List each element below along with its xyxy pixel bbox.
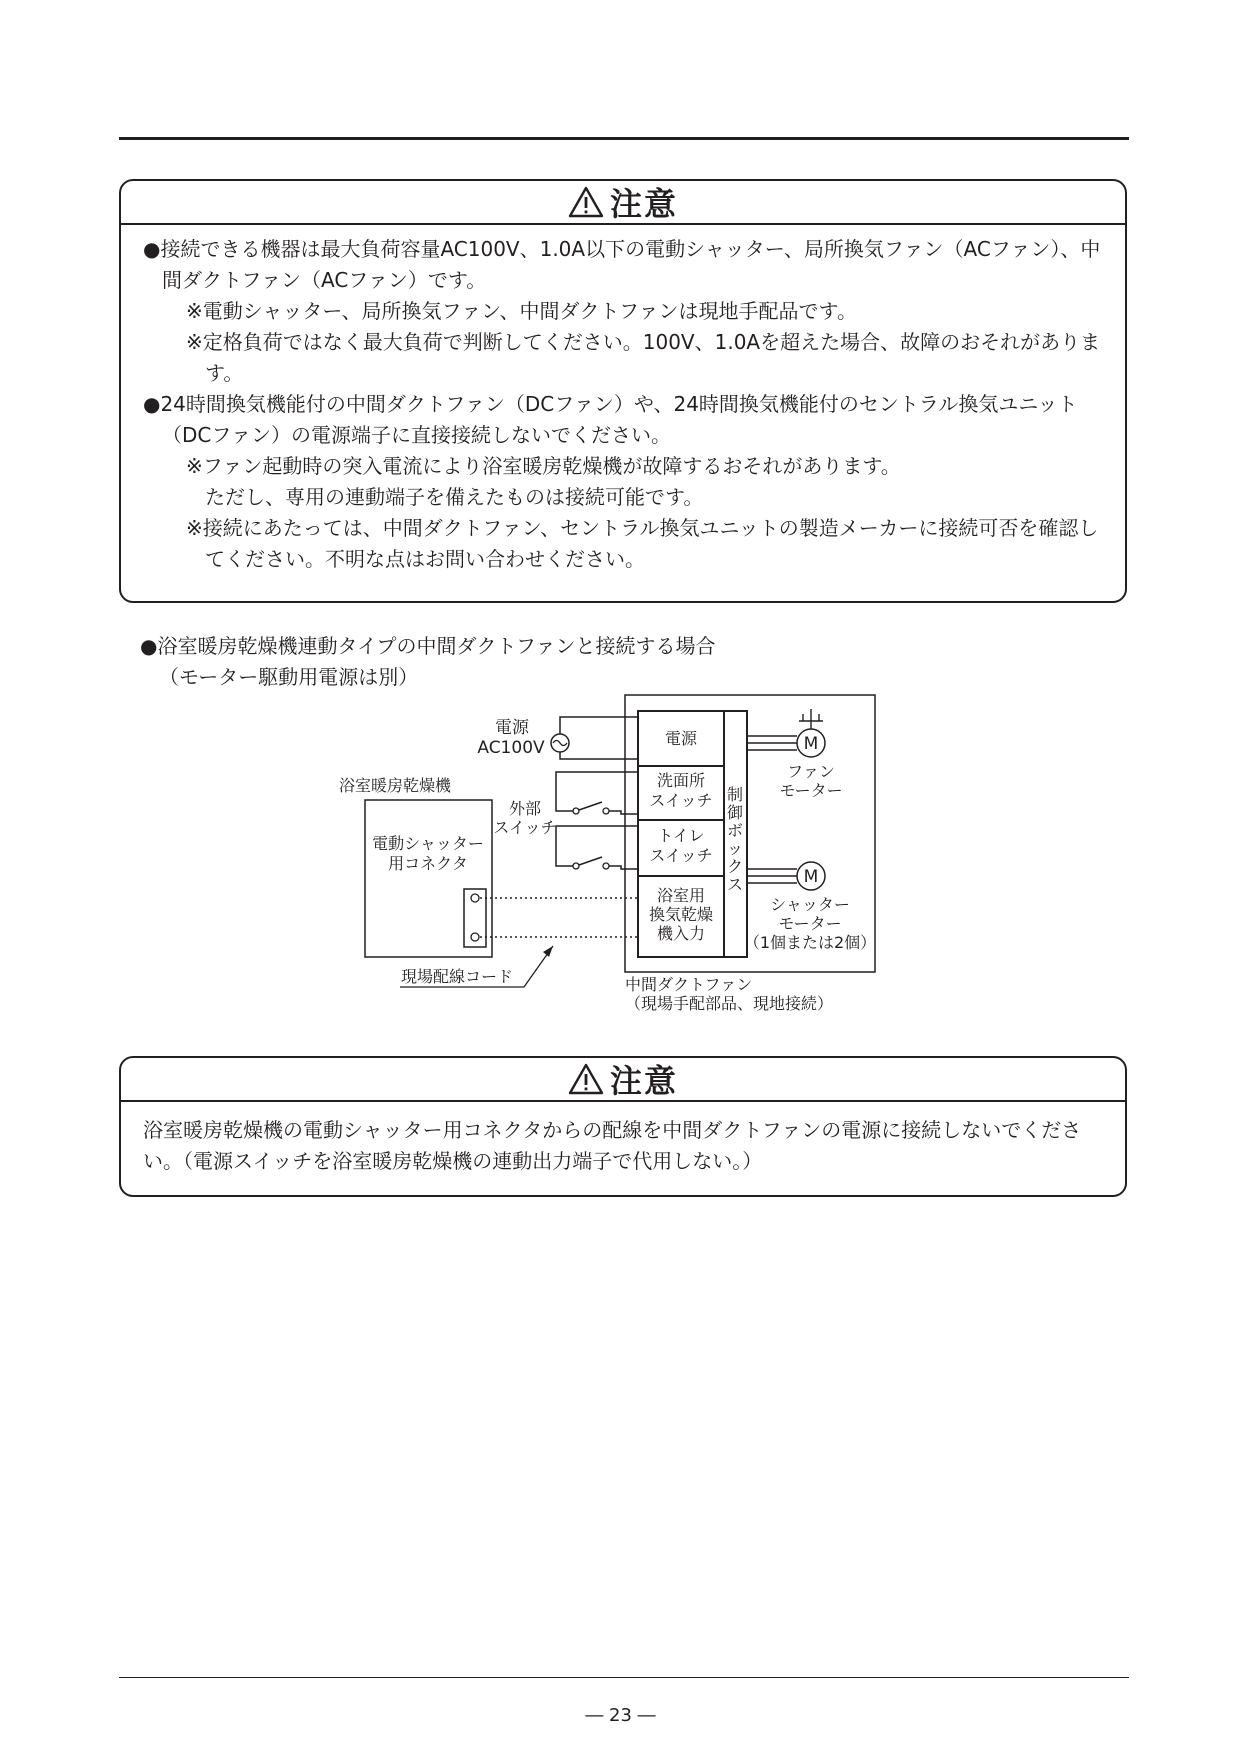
- caution-item: ●24時間換気機能付の中間ダクトファン（DCファン）や、24時間換気機能付のセントラル換気ユニット（DCファン）の電源端子に直接接続しないでください。: [143, 392, 1078, 447]
- caution-note: ※ファン起動時の突入電流により浴室暖房乾燥機が故障するおそれがあります。: [186, 454, 901, 478]
- shutter-motor-label: モーター: [778, 914, 842, 933]
- dryer-label: 浴室暖房乾燥機: [338, 776, 452, 795]
- control-box-char: ス: [726, 875, 744, 894]
- control-box-char: ボ: [726, 821, 744, 840]
- footer-rule: [119, 1677, 1129, 1678]
- caution-text: 浴室暖房乾燥機の電動シャッター用コネクタからの配線を中間ダクトファンの電源に接続しないでください。（電源スイッチを浴室暖房乾燥機の連動出力端子で代用しない。）: [143, 1118, 1082, 1173]
- caution-title-2: 注意: [609, 1062, 678, 1100]
- caution-note-continued: ただし、専用の連動端子を備えたものは接続可能です。: [205, 485, 704, 509]
- caution-title-1: 注意: [609, 185, 678, 223]
- page-number: ― 23 ―: [585, 1705, 656, 1726]
- switch-contact-icon: [603, 863, 609, 869]
- caution-note: ※電動シャッター、局所換気ファン、中間ダクトファンは現地手配品です。: [186, 299, 857, 323]
- shutter-motor-label: シャッター: [770, 895, 850, 914]
- section-heading: ●浴室暖房乾燥機連動タイプの中間ダクトファンと接続する場合: [140, 634, 716, 658]
- control-box-char: 御: [726, 803, 744, 822]
- duct-fan-label: 中間ダクトファン: [625, 975, 753, 994]
- terminal-power-label: 電源: [664, 729, 698, 748]
- control-box-label: [727, 785, 743, 894]
- power-voltage-label: AC100V: [477, 738, 545, 758]
- terminal-toilet-label: スイッチ: [649, 846, 713, 865]
- shutter-motor-symbol: M: [803, 867, 819, 887]
- field-cord-label: 現場配線コード: [400, 967, 514, 986]
- external-switch-label: 外部: [508, 799, 542, 818]
- terminal-bath-label: 換気乾燥: [648, 905, 714, 924]
- caution-box-2: [119, 1056, 1127, 1197]
- fan-motor-symbol: M: [803, 734, 819, 754]
- switch-contact-icon: [573, 808, 579, 814]
- warning-triangle-icon: [568, 1063, 604, 1095]
- terminal-bath-label: 浴室用: [656, 886, 706, 905]
- caution-item: ●接続できる機器は最大負荷容量AC100V、1.0A以下の電動シャッター、局所換気ファン（ACファン）、中間ダクトファン（ACファン）です。: [143, 237, 1101, 292]
- caution-note: ※接続にあたっては、中間ダクトファン、セントラル換気ユニットの製造メーカーに接続可否を確認してください。不明な点はお問い合わせください。: [186, 516, 1099, 571]
- control-box-char: ク: [726, 857, 744, 876]
- duct-fan-note: （現場手配部品、現地接続）: [625, 994, 834, 1013]
- terminal-toilet-label: トイレ: [657, 826, 705, 845]
- shutter-motor-count: （1個または2個）: [743, 933, 877, 952]
- section-subheading: （モーター駆動用電源は別）: [159, 665, 419, 689]
- connector-label: 電動シャッター: [372, 834, 484, 853]
- connector-pin-icon: [471, 933, 479, 941]
- switch-contact-icon: [603, 808, 609, 814]
- caution-header-2: [121, 1058, 1125, 1102]
- terminal-wash-label: 洗面所: [656, 771, 706, 790]
- terminal-bath-label: 機入力: [656, 924, 706, 943]
- external-switch-label: スイッチ: [493, 818, 557, 837]
- control-box-char: ッ: [726, 839, 744, 858]
- fan-icon: [799, 709, 823, 729]
- fan-motor-label: モーター: [779, 781, 843, 800]
- terminal-wash-label: スイッチ: [649, 791, 713, 810]
- power-label: 電源: [495, 718, 529, 738]
- control-box-char: 制: [726, 785, 744, 804]
- fan-motor-label: ファン: [787, 762, 835, 781]
- connector-pin-icon: [471, 894, 479, 902]
- switch-contact-icon: [573, 863, 579, 869]
- connector-block: [464, 889, 486, 947]
- caution-note: ※定格負荷ではなく最大負荷で判断してください。100V、1.0Aを超えた場合、故障のおそれがあります。: [186, 330, 1101, 385]
- connector-label: 用コネクタ: [388, 854, 468, 873]
- caution-body-2: [121, 1102, 1125, 1189]
